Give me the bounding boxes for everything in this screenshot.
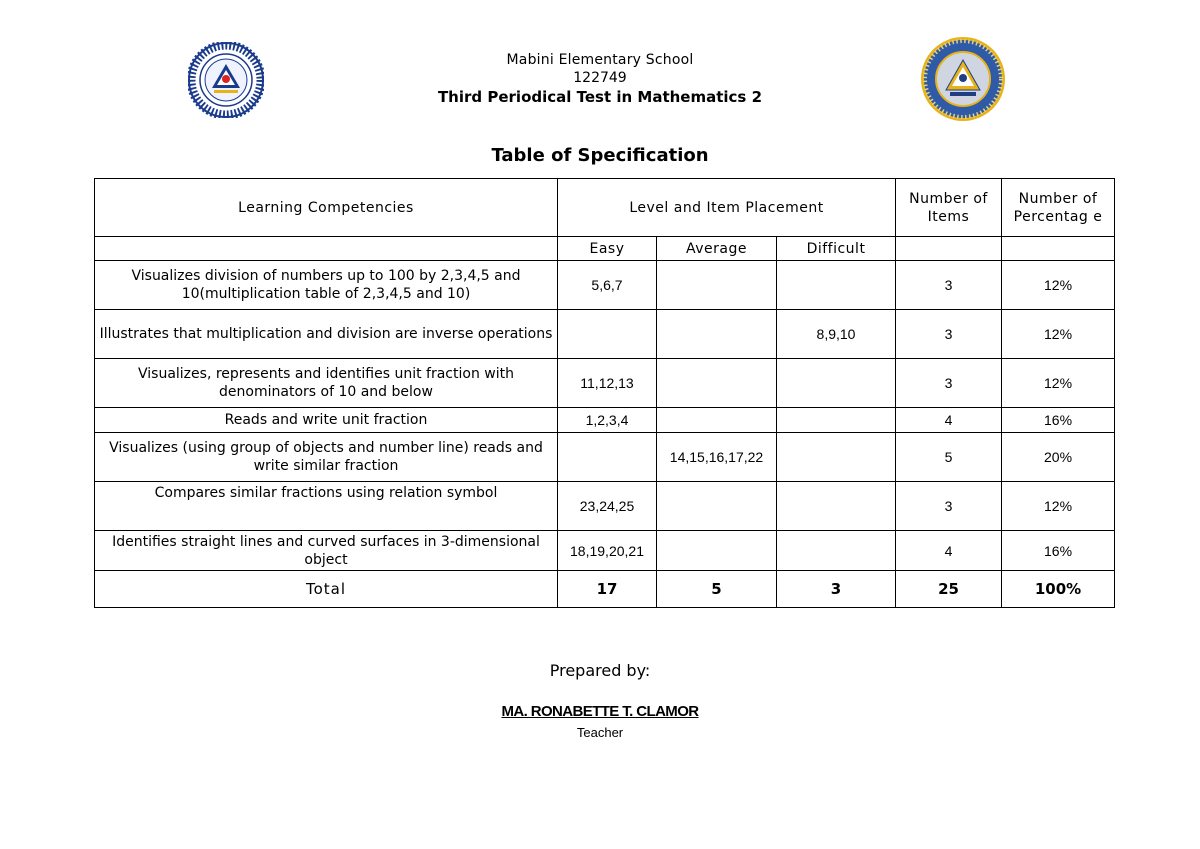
table-header-row [95,179,1115,237]
header-competencies: Learning Competencies [95,179,558,237]
easy-cell [558,310,657,359]
school-id: 122749 [573,70,627,86]
header-difficult: Difficult [777,237,896,261]
total-items: 25 [896,571,1002,608]
table-title: Table of Specification [491,145,709,166]
prepared-by-label: Prepared by: [549,661,651,680]
items-cell: 3 [896,310,1002,359]
table-row [95,310,1115,359]
average-cell [657,482,777,531]
difficult-cell [777,482,896,531]
easy-cell: 23,24,25 [558,482,657,531]
header-num-items: Number of Items [896,179,1002,237]
header-percentage: Number of Percentag e [1002,179,1115,237]
table-row [95,433,1115,482]
difficult-cell [777,433,896,482]
competency-cell: Visualizes division of numbers up to 100 by 2,3,4,5 and 10(multiplication table of 2,3,4,5 and 10) [95,261,558,310]
difficult-cell [777,531,896,571]
easy-cell [558,433,657,482]
competency-cell: Visualizes, represents and identifies unit fraction with denominators of 10 and below [95,359,558,408]
average-cell [657,359,777,408]
total-easy: 17 [558,571,657,608]
difficult-cell: 8,9,10 [777,310,896,359]
table-of-specification [94,178,1115,608]
average-cell [657,408,777,433]
total-average: 5 [657,571,777,608]
difficult-cell [777,261,896,310]
percent-cell: 12% [1002,261,1115,310]
header-average: Average [657,237,777,261]
percent-cell: 16% [1002,408,1115,433]
competency-cell: Compares similar fractions using relation symbol [95,482,558,531]
school-name: Mabini Elementary School [506,52,694,68]
table-row [95,531,1115,571]
average-cell: 14,15,16,17,22 [657,433,777,482]
percent-cell: 12% [1002,310,1115,359]
items-cell: 3 [896,261,1002,310]
competency-cell: Reads and write unit fraction [95,408,558,433]
items-cell: 5 [896,433,1002,482]
percent-cell: 20% [1002,433,1115,482]
competency-cell: Illustrates that multiplication and division are inverse operations [95,310,558,359]
subheader-blank [1002,237,1115,261]
table-row [95,482,1115,531]
percent-cell: 12% [1002,359,1115,408]
total-row [95,571,1115,608]
table-row [95,261,1115,310]
average-cell [657,310,777,359]
difficult-cell [777,359,896,408]
subheader-blank [896,237,1002,261]
items-cell: 4 [896,408,1002,433]
items-cell: 3 [896,359,1002,408]
easy-cell: 11,12,13 [558,359,657,408]
total-percent: 100% [1002,571,1115,608]
difficult-cell [777,408,896,433]
table-subheader-row [95,237,1115,261]
teacher-role: Teacher [576,725,624,740]
header-easy: Easy [558,237,657,261]
teacher-name: MA. RONABETTE T. CLAMOR [501,703,699,720]
easy-cell: 5,6,7 [558,261,657,310]
competency-cell: Visualizes (using group of objects and number line) reads and write similar fraction [95,433,558,482]
easy-cell: 18,19,20,21 [558,531,657,571]
average-cell [657,261,777,310]
total-label: Total [95,571,558,608]
test-title: Third Periodical Test in Mathematics 2 [437,88,763,106]
total-difficult: 3 [777,571,896,608]
items-cell: 3 [896,482,1002,531]
table-row [95,408,1115,433]
header-level: Level and Item Placement [558,179,896,237]
easy-cell: 1,2,3,4 [558,408,657,433]
items-cell: 4 [896,531,1002,571]
table-row [95,359,1115,408]
percent-cell: 16% [1002,531,1115,571]
competency-cell: Identifies straight lines and curved surfaces in 3-dimensional object [95,531,558,571]
subheader-blank [95,237,558,261]
average-cell [657,531,777,571]
percent-cell: 12% [1002,482,1115,531]
